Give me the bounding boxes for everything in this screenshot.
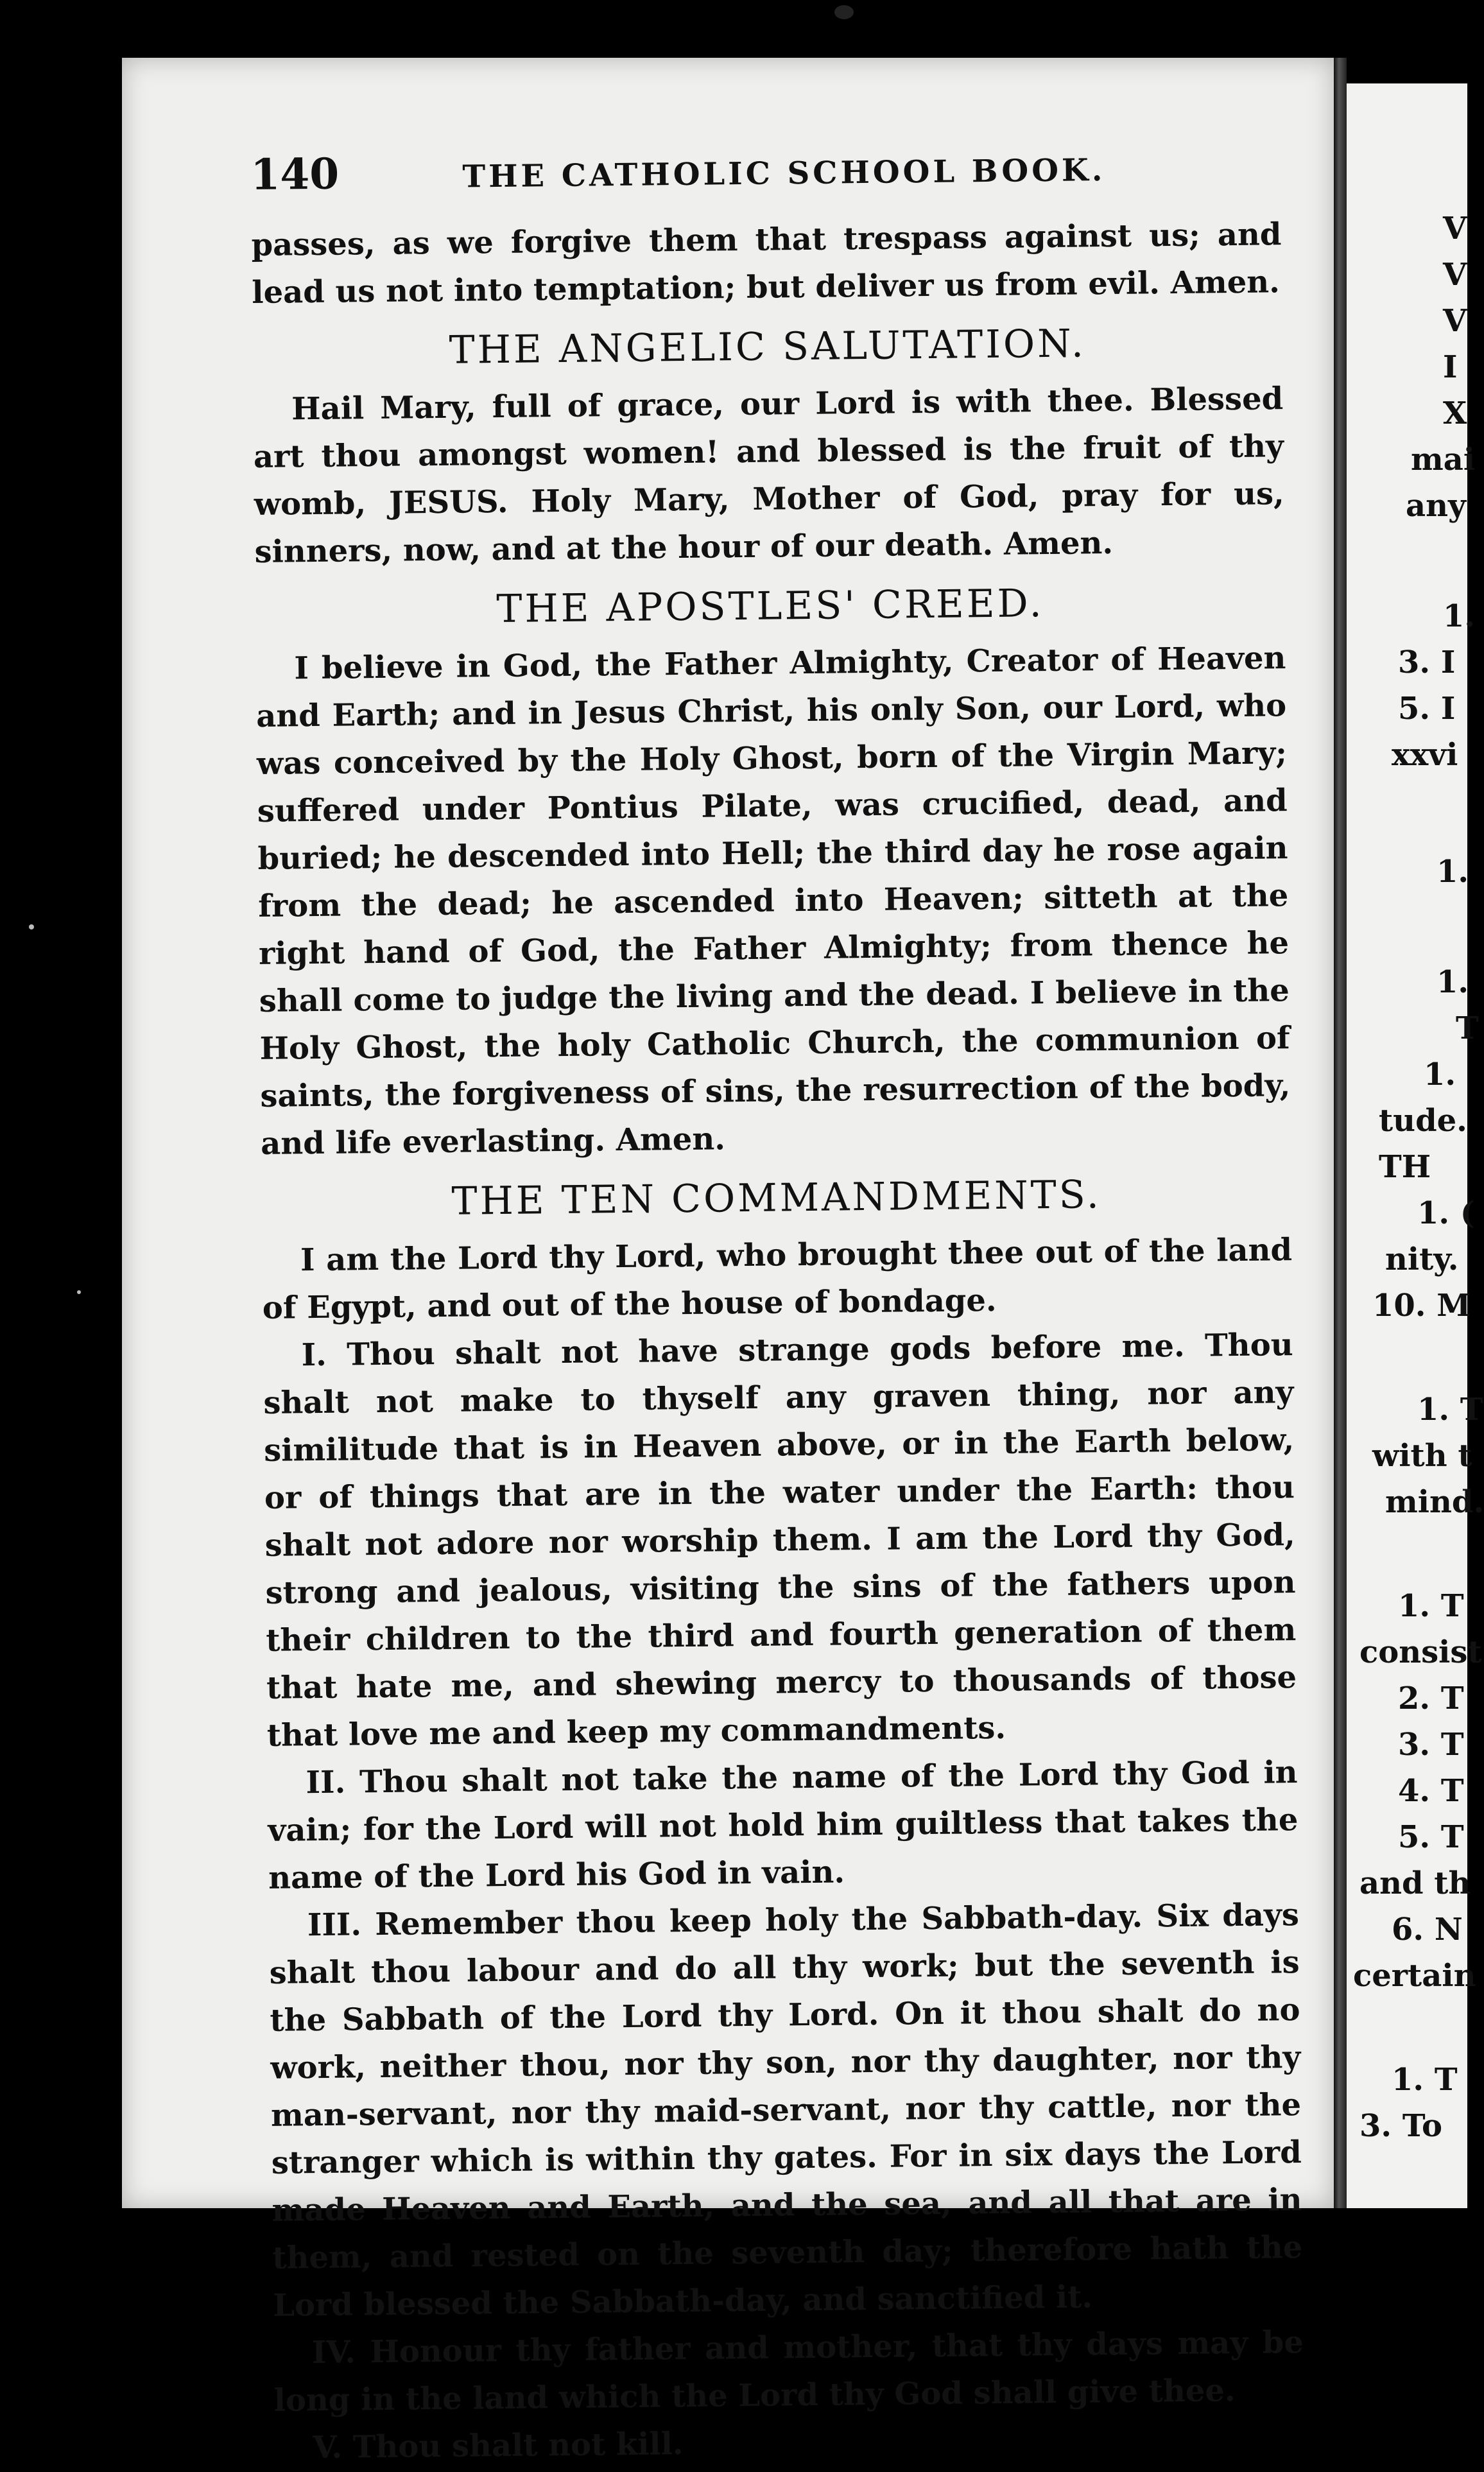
facing-line: 6. N [1392,1912,1463,1948]
facing-line: TH [1379,1149,1431,1185]
facing-line: 3. To [1359,2108,1443,2144]
page-content [250,140,1305,2472]
facing-line: I [1443,349,1458,385]
facing-line: consist [1359,1634,1482,1670]
commandment-5: V. Thou shalt not kill. [313,2426,684,2466]
book-gutter [1334,58,1347,2208]
facing-line: 2. T [1398,1681,1464,1716]
ink-speck [77,1290,81,1294]
commandment-4: IV. Honour thy father and mother, that thy days may be long in the land which the Lord thy God shall give thee. [273,2324,1304,2419]
facing-line: 1. T [1398,1588,1464,1624]
angelic-salutation-heading: THE ANGELIC SALUTATION. [449,321,1087,373]
facing-line: mai [1411,442,1476,478]
facing-line: 1. T [1392,2062,1458,2098]
apostles-creed-heading: THE APOSTLES' CREED. [496,581,1044,632]
facing-line: 1. ( [1417,1195,1475,1231]
facing-line: with t [1372,1438,1472,1474]
commandment-2: II. Thou shalt not take the name of the Lord thy God in vain; for the Lord will not hold him guiltless that takes the name of the Lord his God in vain. [268,1754,1298,1896]
facing-line: 5. I [1398,691,1456,727]
facing-line: 1. [1437,964,1469,1000]
facing-line: V [1443,257,1467,293]
facing-line: xxvi [1392,737,1458,773]
facing-line: 1. [1443,598,1476,634]
apostles-creed-text: I believe in God, the Father Almighty, Creator of Heaven and Earth; and in Jesus Christ, his only Son, our Lord, who was conceived by the Holy Ghost, born of the Virgin Mary; suffered under Pontius Pilate, was crucified, dead, and buried; he descended into Hell; the third day he rose again from the dead; he ascended into Heaven; sitteth at the right hand of God, the Father Almighty; from thence he shall come to judge the living and the dead. I believe in the Holy Ghost, the holy Catholic Church, the communion of saints, the forgiveness of sins, the resurrection of the body, and life everlasting. Amen. [255,640,1291,1162]
facing-line: 10. M [1372,1288,1471,1324]
facing-line: V [1443,303,1467,339]
facing-line: 3. I [1398,644,1456,680]
facing-line: X [1443,395,1467,431]
facing-line: T [1456,1010,1479,1046]
ten-commandments-heading: THE TEN COMMANDMENTS. [451,1172,1102,1224]
ink-speck [29,924,34,929]
commandment-1: I. Thou shalt not have strange gods before me. Thou shalt not make to thyself any graven thing, nor any similitude that is in Heaven above, or in the Earth below, or of things that are in the water under the Earth: thou shalt not adore nor worship them. I am the Lord thy God, strong and jealous, visiting the sins of the fathers upon their children to the third and fourth generation of them that hate me, and shewing mercy to thousands of those that love me and keep my commandments. [263,1327,1297,1754]
facing-line: 5. T [1398,1819,1464,1855]
facing-line: V [1443,211,1467,246]
facing-line: nity. [1385,1241,1459,1277]
commandments-intro: I am the Lord thy Lord, who brought thee out of the land of Egypt, and out of the house of bondage. [262,1232,1293,1326]
facing-line: 3. T [1398,1727,1464,1763]
running-head [250,140,1281,209]
facing-line: certain [1353,1958,1476,1994]
facing-line: 1. T [1417,1392,1483,1428]
facing-line: 1. [1424,1057,1456,1093]
facing-page-text [1347,205,1484,2149]
ink-speck [834,5,854,19]
facing-line: mind. [1385,1484,1484,1520]
page-number: 140 [250,148,340,200]
lords-prayer-ending: passes, as we forgive them that trespass against us; and lead us not into temptation; but deliver us from evil. Amen. [251,216,1282,311]
facing-line: tude. [1379,1103,1467,1139]
facing-line: 1. [1437,854,1469,890]
facing-line: 4. T [1398,1773,1464,1809]
facing-line: any [1406,488,1466,524]
book-title: THE CATHOLIC SCHOOL BOOK. [462,152,1106,195]
angelic-salutation-text: Hail Mary, full of grace, our Lord is with thee. Blessed art thou amongst women! and blessed is the fruit of thy womb, JESUS. Holy Mary, Mother of God, pray for us, sinners, now, and at the hour of our death. Amen. [253,381,1284,570]
facing-line: and th [1359,1865,1471,1901]
commandment-3: III. Remember thou keep holy the Sabbath-day. Six days shalt thou labour and do all thy work; but the seventh is the Sabbath of the Lord thy Lord. On it thou shalt do no work, neither thou, nor thy son, nor thy daughter, nor thy man-servant, nor thy maid-servant, nor thy cattle, nor the stranger which is within thy gates. For in six days the Lord made Heaven and Earth, and the sea, and all that are in them, and rested on the seventh day; therefore hath the Lord blessed the Sabbath-day, and sanctified it. [269,1897,1303,2324]
